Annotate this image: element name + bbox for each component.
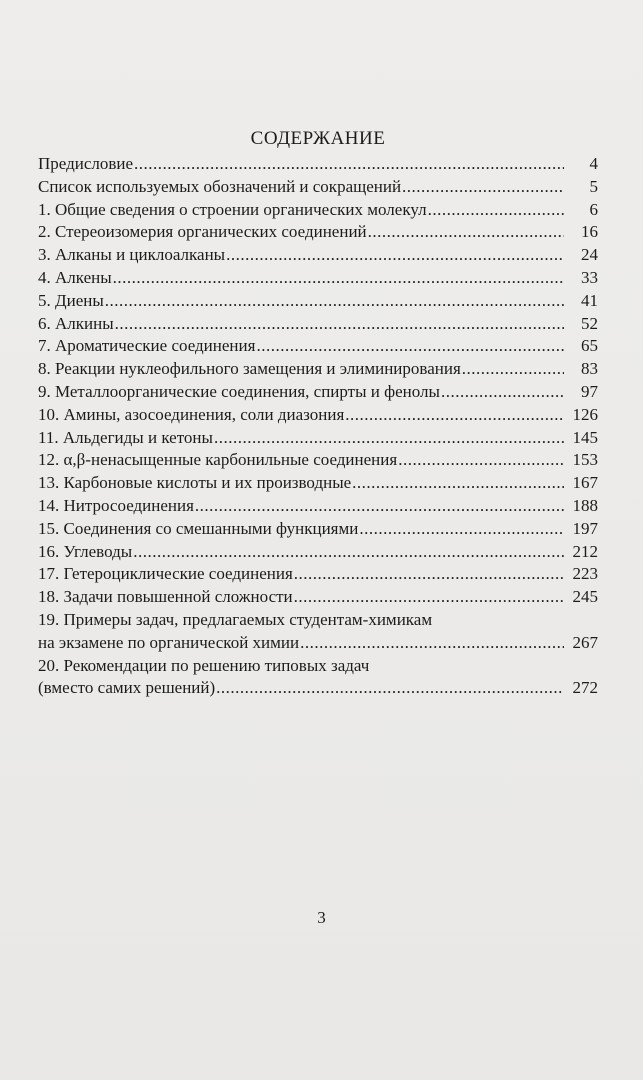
toc-entry-page: 6 xyxy=(589,199,598,219)
toc-leader-dots xyxy=(216,677,564,700)
toc-entry-label: 4. Алкены xyxy=(38,267,112,287)
toc-leader-dots xyxy=(300,632,564,655)
toc-entry xyxy=(38,176,598,199)
toc-leader-dots xyxy=(105,290,564,313)
toc-entry xyxy=(38,541,598,564)
toc-entry xyxy=(38,586,598,609)
toc-entry-label: 9. Металлоорганические соединения, спирты и фенолы xyxy=(38,381,440,401)
toc-leader-dots xyxy=(462,358,564,381)
toc-leader-dots xyxy=(352,472,564,495)
toc-entry-label: 5. Диены xyxy=(38,290,104,310)
toc-entry-page: 4 xyxy=(589,154,598,173)
toc-entry-label-line1: 19. Примеры задач, предлагаемых студентам-химикам xyxy=(38,609,433,629)
toc-entry-page: 97 xyxy=(581,381,598,401)
toc-entry xyxy=(38,313,598,336)
toc-leader-dots xyxy=(115,313,564,336)
toc-entry-label: 2. Стереоизомерия органических соединений xyxy=(38,222,367,242)
toc-leader-dots xyxy=(133,541,564,564)
toc-leader-dots xyxy=(226,244,564,267)
toc-entry-page: 52 xyxy=(581,313,598,333)
toc-list xyxy=(38,153,598,700)
toc-entry-label: 12. α,β-ненасыщенные карбонильные соединения xyxy=(38,450,398,470)
toc-entry-label-line1: 20. Рекомендации по решению типовых задач xyxy=(38,655,370,675)
toc-leader-dots xyxy=(441,381,564,404)
toc-leader-dots xyxy=(428,199,564,222)
toc-entry xyxy=(38,518,598,541)
toc-leader-dots xyxy=(113,267,564,290)
toc-entry xyxy=(38,335,598,358)
toc-entry-label: 6. Алкины xyxy=(38,313,114,333)
toc-entry-page: 223 xyxy=(572,564,598,584)
toc-entry xyxy=(38,153,598,176)
toc-entry xyxy=(38,199,598,222)
toc-entry-page: 197 xyxy=(572,518,598,538)
toc-entry xyxy=(38,358,598,381)
toc-entry-label: 16. Углеводы xyxy=(38,541,133,561)
toc-leader-dots xyxy=(134,153,564,176)
toc-entry xyxy=(38,427,598,450)
toc-entry-continuation xyxy=(38,632,598,655)
toc-entry-label-line2: (вместо самих решений) xyxy=(38,678,216,698)
toc-entry-page: 65 xyxy=(581,336,598,356)
toc-entry xyxy=(38,563,598,586)
toc-entry-continuation xyxy=(38,677,598,700)
toc-entry-page: 16 xyxy=(581,222,598,242)
toc-entry xyxy=(38,495,598,518)
toc-entry-page: 145 xyxy=(572,427,598,447)
toc-leader-dots xyxy=(256,335,564,358)
toc-entry xyxy=(38,609,598,655)
toc-entry-page: 188 xyxy=(572,495,598,515)
toc-entry xyxy=(38,404,598,427)
toc-entry xyxy=(38,244,598,267)
toc-leader-dots xyxy=(359,518,564,541)
toc-entry xyxy=(38,290,598,313)
toc-entry-label: 11. Альдегиды и кетоны xyxy=(38,427,213,447)
toc-leader-dots xyxy=(214,427,564,450)
toc-entry-page: 33 xyxy=(581,267,598,287)
toc-title: СОДЕРЖАНИЕ xyxy=(250,128,386,149)
toc-entry-label: 1. Общие сведения о строении органических молекул xyxy=(38,199,427,219)
toc-leader-dots xyxy=(368,221,564,244)
toc-entry-page: 126 xyxy=(572,404,598,424)
toc-leader-dots xyxy=(294,563,564,586)
toc-entry-label: 3. Алканы и циклоалканы xyxy=(38,245,226,265)
toc-entry xyxy=(38,221,598,244)
page-number: 3 xyxy=(317,908,326,927)
toc-entry-page: 212 xyxy=(572,541,598,561)
toc-entry-label: 8. Реакции нуклеофильного замещения и элиминирования xyxy=(38,359,461,379)
toc-entry-page: 5 xyxy=(589,176,598,196)
toc-entry-label: Предисловие xyxy=(38,154,134,173)
toc-entry-page: 41 xyxy=(581,290,598,310)
toc-entry xyxy=(38,381,598,404)
toc-entry-page: 245 xyxy=(572,587,598,607)
toc-entry-page: 167 xyxy=(572,473,598,493)
toc-entry-label: 7. Ароматические соединения xyxy=(38,336,256,356)
toc-entry-label: 14. Нитросоединения xyxy=(38,495,194,515)
toc-entry xyxy=(38,472,598,495)
toc-entry-label: 18. Задачи повышенной сложности xyxy=(38,587,293,607)
toc-entry-label: 17. Гетероциклические соединения xyxy=(38,564,293,584)
toc-entry-page: 83 xyxy=(581,359,598,379)
toc-leader-dots xyxy=(294,586,564,609)
toc-leader-dots xyxy=(195,495,564,518)
toc-entry-label: 15. Соединения со смешанными функциями xyxy=(38,518,359,538)
toc-entry-label: 13. Карбоновые кислоты и их производные xyxy=(38,473,352,493)
toc-leader-dots xyxy=(345,404,564,427)
toc-leader-dots xyxy=(402,176,564,199)
toc-entry xyxy=(38,267,598,290)
toc-entry xyxy=(38,449,598,472)
toc-entry-page: 153 xyxy=(572,450,598,470)
toc-entry-label: Список используемых обозначений и сокращений xyxy=(38,176,402,196)
toc-entry-page: 272 xyxy=(572,678,598,698)
toc-entry-label-line2: на экзамене по органической химии xyxy=(38,632,300,652)
toc-entry-page: 24 xyxy=(581,245,598,265)
table-of-contents xyxy=(38,127,598,700)
toc-entry-label: 10. Амины, азосоединения, соли диазония xyxy=(38,404,345,424)
toc-leader-dots xyxy=(398,449,564,472)
toc-entry-page: 267 xyxy=(572,632,598,652)
toc-entry xyxy=(38,655,598,701)
